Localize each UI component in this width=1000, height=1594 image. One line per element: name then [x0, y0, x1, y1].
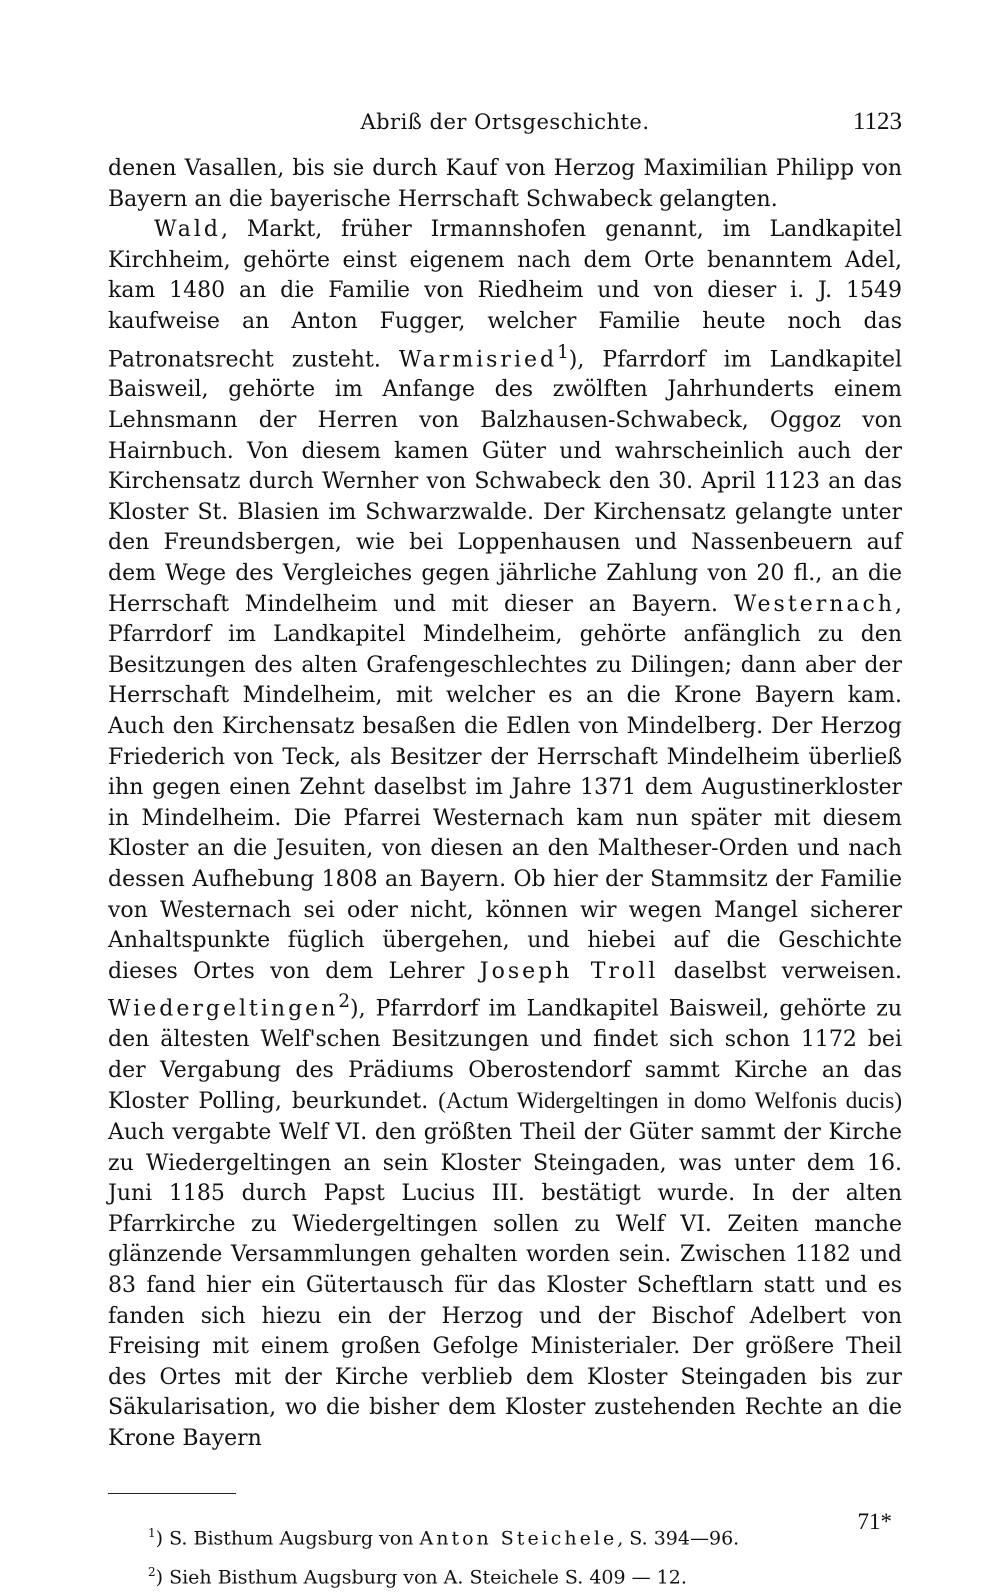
footnote-author: Anton Steichele — [419, 1526, 618, 1549]
person-name-troll: Joseph Troll — [479, 958, 659, 984]
footnote-mark: 2 — [148, 1564, 156, 1579]
footnote-text: ) Sieh Bisthum Augsburg von A. Steichele S. 409 — 12. — [155, 1566, 687, 1589]
running-head — [108, 110, 902, 150]
text-wald: , Markt, früher Irmannshofen genannt, im Landkapitel Kirchheim, gehörte einst eigenem nach dem Orte benanntem Adel, kam 1480 an die Familie von Riedheim und von dieser i. J. 1549 kaufweise an Anton Fugger, welcher Familie heute noch das Patronatsrecht zusteht. — [108, 217, 902, 372]
footnote-rule — [108, 1493, 236, 1494]
text-westernach: , Pfarrdorf im Landkapitel Mindelheim, gehörte anfänglich zu den Besitzungen des alten Grafengeschlechtes zu Dilingen; dann aber der Herrschaft Mindelheim, mit welcher es an die Krone Bayern kam. Auch den Kirchensatz besaßen die Edlen von Mindelberg. Der Herzog Friederich von Teck, als Besitzer der Herrschaft Mindelheim überließ ihn gegen einen Zehnt daselbst im Jahre 1371 dem Augustinerkloster in Mindelheim. Die Pfarrei Westernach kam nun später mit diesem Kloster an die Jesuiten, von diesen an den Maltheser-Orden und nach dessen Aufhebung 1808 an Bayern. Ob hier der Stammsitz der Familie von Westernach sei oder nicht, können wir wegen Mangel sicherer Anhaltspunkte füglich übergehen, und hiebei auf die Geschichte dieses Ortes von dem Lehrer — [108, 591, 902, 984]
text-troll: daselbst verweisen. — [658, 958, 902, 984]
footnote-1 — [148, 1516, 902, 1555]
signature-mark: 71* — [857, 1509, 892, 1534]
text-wiedergeltingen: ), Pfarrdorf im Landkapitel Baisweil, gehörte zu den ältesten Welf'schen Besitzungen und findet sich schon 1172 bei der Vergabung des Prädiums Oberostendorf sammt Kirche an das Kloster Polling, beurkundet. — [108, 996, 902, 1115]
place-name-westernach: Westernach — [733, 591, 895, 617]
footnote-text: ) S. Bisthum Augsburg von — [155, 1526, 420, 1549]
footnote-ref-1: 1 — [557, 341, 569, 363]
footnote-mark: 1 — [148, 1525, 156, 1540]
footnote-2 — [148, 1555, 902, 1594]
page — [108, 108, 903, 1589]
text-warmisried: ), Pfarrdorf im Landkapitel Baisweil, gehörte im Anfange des zwölften Jahrhunderts einem Lehnsmann der Herren von Balzhausen-Schwabeck, Oggoz von Hairnbuch. Von diesem kamen Güter und wahrscheinlich auch der Kirchensatz durch Wernher von Schwabeck den 30. April 1123 an das Kloster St. Blasien im Schwarzwalde. Der Kirchensatz gelangte unter den Freundsbergen, wie bei Loppenhausen und Nassenbeuern auf dem Wege des Vergleiches gegen jährliche Zahlung von 20 fl., an die Herrschaft Mindelheim und mit dieser an Bayern. — [108, 346, 903, 617]
text-steingaden: Auch vergabte Welf VI. den größten Theil der Güter sammt der Kirche zu Wiedergeltingen an sein Kloster Steingaden, was unter dem 16. Juni 1185 durch Papst Lucius III. bestätigt wurde. In der alten Pfarrkirche zu Wiedergeltingen sollen zu Welf VI. Zeiten manche glänzende Versammlungen gehalten worden sein. Zwischen 1182 und 83 fand hier ein Gütertausch für das Kloster Scheftlarn statt und es fanden sich hiezu ein der Herzog und der Bischof Adelbert von Freising mit einem großen Gefolge Ministerialer. Der größere Theil des Ortes mit der Kirche verblieb dem Kloster Steingaden bis zur Säkularisation, wo die bisher dem Kloster zustehenden Rechte an die Krone Bayern — [108, 1120, 902, 1451]
latin-quote: (Actum Widergeltingen in domo Welfonis ducis) — [438, 1088, 902, 1114]
paragraph-continued: denen Vasallen, bis sie durch Kauf von Herzog Maximilian Philipp von Bayern an die bayerische Herrschaft Schwabeck gelangten. — [108, 156, 902, 212]
page-number: 1123 — [852, 108, 902, 135]
footnotes — [148, 1516, 902, 1594]
body-text — [108, 154, 902, 1455]
place-name-wald: Wald — [154, 217, 221, 243]
paragraph-places — [108, 215, 902, 1454]
footnote-ref-2: 2 — [338, 991, 351, 1013]
footnote-pages: , S. 394—96. — [617, 1526, 740, 1549]
place-name-wiedergeltingen: Wiedergeltingen — [108, 996, 339, 1022]
running-title: Abriß der Ortsgeschichte. — [360, 110, 650, 134]
place-name-warmisried: Warmisried — [398, 346, 558, 372]
